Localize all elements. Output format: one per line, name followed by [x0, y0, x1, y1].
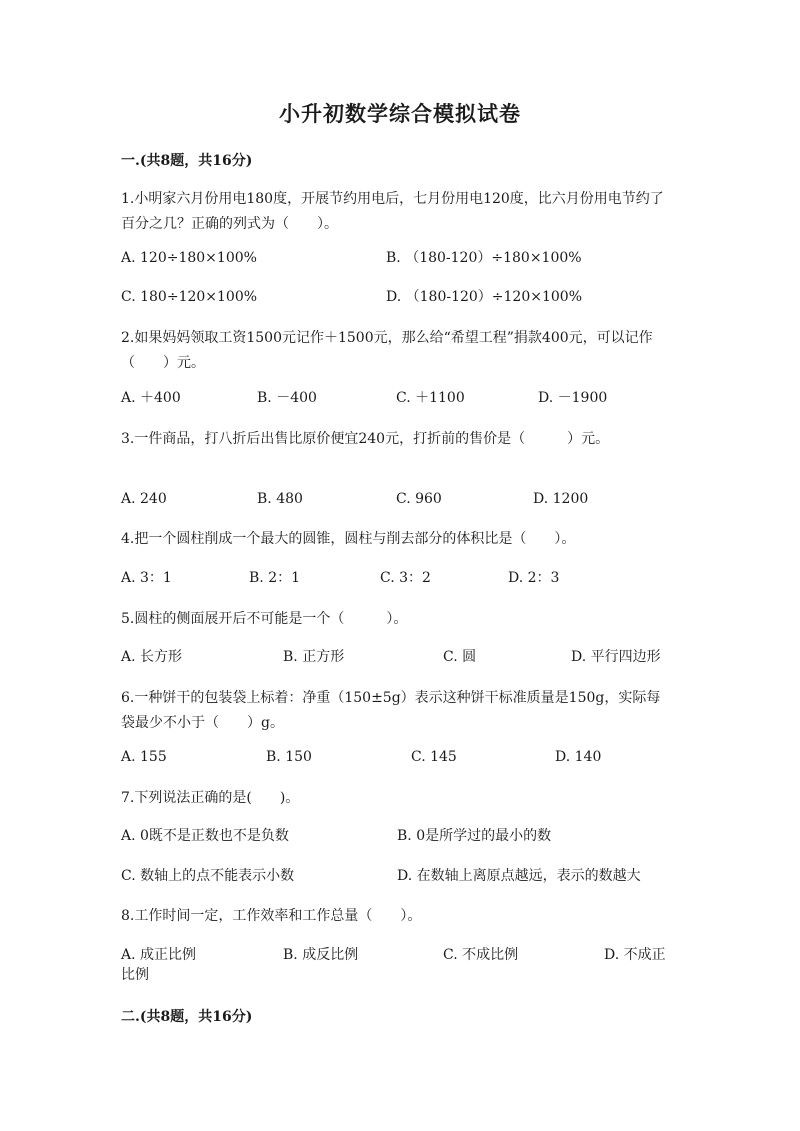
q5-option-c: C. 圆: [443, 649, 477, 665]
question-4-stem: 4.把一个圆柱削成一个最大的圆锥，圆柱与削去部分的体积比是（ ）。: [121, 531, 576, 547]
question-8-stem: 8.工作时间一定，工作效率和工作总量（ ）。: [121, 908, 422, 924]
question-1-stem: 1.小明家六月份用电180度，开展节约用电后，七月份用电120度，比六月份用电节约了百分之几？正确的列式为（ ）。: [121, 191, 664, 232]
q3-option-c: C. 960: [396, 491, 442, 507]
q6-option-a: A. 155: [121, 749, 167, 765]
q2-option-a: A. ＋400: [121, 390, 181, 406]
q4-option-d: D. 2：3: [508, 570, 560, 586]
q4-option-c: C. 3：2: [380, 570, 431, 586]
q2-option-b: B. －400: [257, 390, 317, 406]
q4-option-b: B. 2：1: [249, 570, 301, 586]
question-2-stem: 2.如果妈妈领取工资1500元记作＋1500元，那么给“希望工程”捐款400元，可以记作（ ）元。: [121, 330, 653, 371]
question-6-stem: 6.一种饼干的包装袋上标着：净重（150±5g）表示这种饼干标准质量是150g，实际每袋最少不小于（ ）g。: [121, 690, 661, 731]
q7-option-d: D. 在数轴上离原点越远，表示的数越大: [397, 868, 641, 884]
q1-option-c: C. 180÷120×100%: [121, 289, 258, 305]
q8-option-c: C. 不成比例: [443, 947, 519, 963]
q5-option-a: A. 长方形: [121, 649, 183, 665]
question-3-stem: 3.一件商品，打八折后出售比原价便宜240元，打折前的售价是（ ）元。: [121, 431, 610, 447]
q1-option-d: D. （180-120）÷120×100%: [386, 289, 583, 305]
q8-option-a: A. 成正比例: [121, 947, 197, 963]
section-heading: 二.(共8题，共16分): [121, 1009, 253, 1025]
q6-option-c: C. 145: [411, 749, 457, 765]
q7-option-b: B. 0是所学过的最小的数: [397, 828, 552, 844]
q5-option-d: D. 平行四边形: [571, 649, 661, 665]
section-heading: 一.(共8题，共16分): [121, 153, 253, 169]
question-7-stem: 7.下列说法正确的是( )。: [121, 790, 300, 806]
q7-option-c: C. 数轴上的点不能表示小数: [121, 868, 295, 884]
question-5-stem: 5.圆柱的侧面展开后不可能是一个（ ）。: [121, 611, 408, 627]
q8-option-b: B. 成反比例: [283, 947, 359, 963]
q6-option-d: D. 140: [555, 749, 602, 765]
q4-option-a: A. 3：1: [121, 570, 172, 586]
q3-option-b: B. 480: [257, 491, 303, 507]
q8-option-d: D. 不成正比例: [121, 947, 666, 983]
q3-option-a: A. 240: [121, 491, 167, 507]
q7-option-a: A. 0既不是正数也不是负数: [121, 828, 289, 844]
q5-option-b: B. 正方形: [283, 649, 345, 665]
page-title: 小升初数学综合模拟试卷: [279, 101, 521, 126]
q1-option-a: A. 120÷180×100%: [121, 250, 257, 266]
q6-option-b: B. 150: [266, 749, 312, 765]
q3-option-d: D. 1200: [533, 491, 589, 507]
q2-option-d: D. －1900: [538, 390, 608, 406]
q2-option-c: C. ＋1100: [396, 390, 465, 406]
q1-option-b: B. （180-120）÷180×100%: [386, 250, 582, 266]
